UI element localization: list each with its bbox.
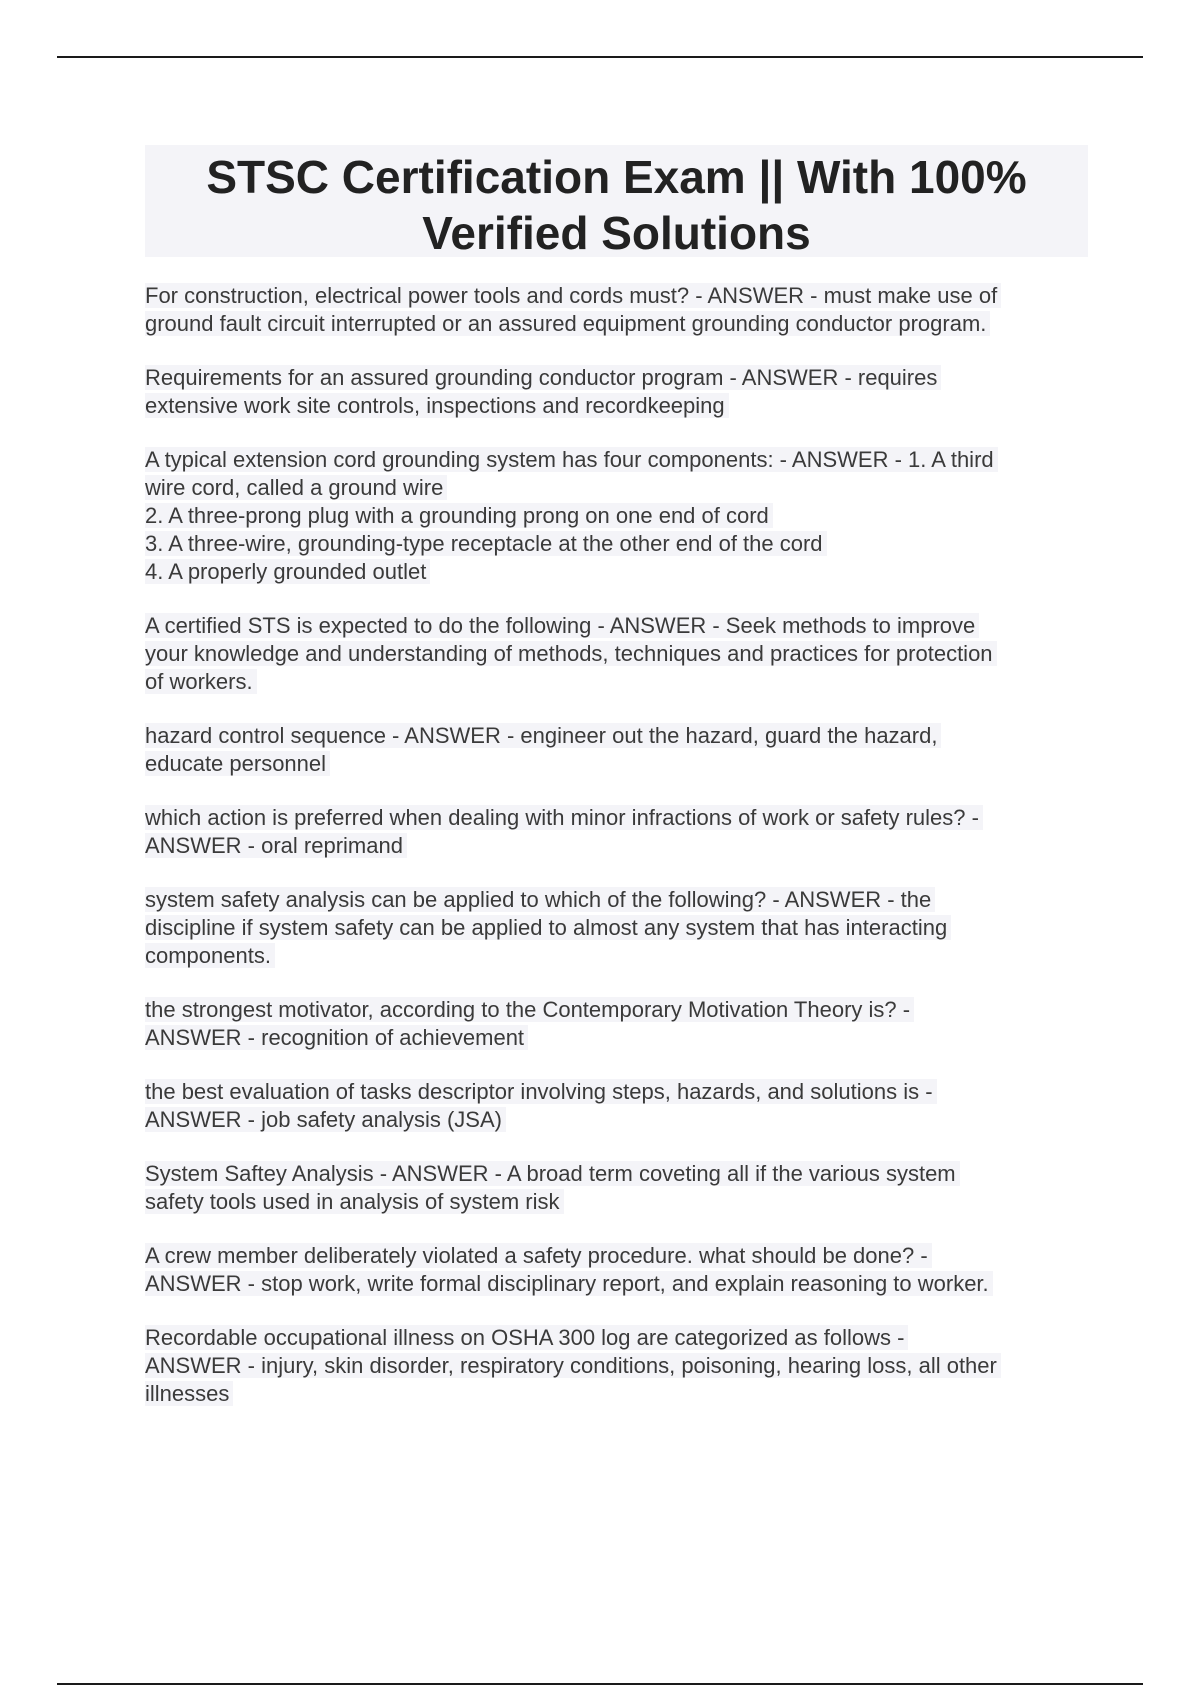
qa-line bbox=[145, 446, 1095, 474]
qa-entry bbox=[145, 282, 1095, 338]
qa-line bbox=[145, 1380, 1095, 1408]
qa-entry bbox=[145, 1160, 1095, 1216]
qa-entry bbox=[145, 1242, 1095, 1298]
qa-line bbox=[145, 1352, 1095, 1380]
qa-list bbox=[145, 282, 1095, 1434]
qa-line-text: educate personnel bbox=[145, 751, 330, 776]
qa-line bbox=[145, 558, 1095, 586]
top-divider bbox=[57, 56, 1143, 58]
qa-line-text: For construction, electrical power tools and cords must? - ANSWER - must make use of bbox=[145, 283, 1001, 308]
qa-line-text: which action is preferred when dealing with minor infractions of work or safety rules? - bbox=[145, 805, 983, 830]
qa-line bbox=[145, 750, 1095, 778]
qa-line-text: illnesses bbox=[145, 1381, 233, 1406]
qa-line-text: extensive work site controls, inspections and recordkeeping bbox=[145, 393, 729, 418]
qa-line-text: of workers. bbox=[145, 669, 257, 694]
qa-entry bbox=[145, 1078, 1095, 1134]
qa-line bbox=[145, 530, 1095, 558]
qa-line bbox=[145, 612, 1095, 640]
qa-line-text: 4. A properly grounded outlet bbox=[145, 559, 430, 584]
qa-entry bbox=[145, 612, 1095, 696]
qa-line-text: ANSWER - job safety analysis (JSA) bbox=[145, 1107, 506, 1132]
qa-line-text: A typical extension cord grounding system has four components: - ANSWER - 1. A third bbox=[145, 447, 998, 472]
bottom-divider bbox=[57, 1683, 1143, 1685]
qa-line-text: A certified STS is expected to do the following - ANSWER - Seek methods to improve bbox=[145, 613, 979, 638]
document-title bbox=[145, 145, 1088, 257]
qa-entry bbox=[145, 996, 1095, 1052]
title-line-1: STSC Certification Exam || With 100% bbox=[206, 151, 1027, 203]
qa-line bbox=[145, 640, 1095, 668]
qa-line bbox=[145, 1188, 1095, 1216]
qa-line-text: discipline if system safety can be applied to almost any system that has interacting bbox=[145, 915, 951, 940]
qa-line-text: ANSWER - oral reprimand bbox=[145, 833, 407, 858]
qa-line bbox=[145, 474, 1095, 502]
qa-line bbox=[145, 886, 1095, 914]
qa-entry bbox=[145, 722, 1095, 778]
qa-line-text: the best evaluation of tasks descriptor involving steps, hazards, and solutions is - bbox=[145, 1079, 937, 1104]
qa-entry bbox=[145, 1324, 1095, 1408]
qa-line-text: the strongest motivator, according to the Contemporary Motivation Theory is? - bbox=[145, 997, 914, 1022]
qa-line bbox=[145, 668, 1095, 696]
qa-line-text: System Saftey Analysis - ANSWER - A broad term coveting all if the various system bbox=[145, 1161, 960, 1186]
qa-line bbox=[145, 996, 1095, 1024]
qa-line-text: ANSWER - stop work, write formal disciplinary report, and explain reasoning to worker. bbox=[145, 1271, 993, 1296]
qa-line-text: hazard control sequence - ANSWER - engineer out the hazard, guard the hazard, bbox=[145, 723, 941, 748]
qa-line-text: 3. A three-wire, grounding-type receptacle at the other end of the cord bbox=[145, 531, 827, 556]
qa-line-text: A crew member deliberately violated a safety procedure. what should be done? - bbox=[145, 1243, 932, 1268]
qa-entry bbox=[145, 804, 1095, 860]
qa-line bbox=[145, 942, 1095, 970]
qa-line-text: Recordable occupational illness on OSHA 300 log are categorized as follows - bbox=[145, 1325, 908, 1350]
qa-entry bbox=[145, 886, 1095, 970]
qa-line-text: ground fault circuit interrupted or an assured equipment grounding conductor program. bbox=[145, 311, 990, 336]
qa-line-text: your knowledge and understanding of methods, techniques and practices for protection bbox=[145, 641, 997, 666]
qa-line bbox=[145, 804, 1095, 832]
qa-line bbox=[145, 832, 1095, 860]
qa-line bbox=[145, 310, 1095, 338]
qa-entry bbox=[145, 446, 1095, 586]
qa-line bbox=[145, 1324, 1095, 1352]
qa-line bbox=[145, 722, 1095, 750]
qa-line-text: ANSWER - injury, skin disorder, respiratory conditions, poisoning, hearing loss, all other bbox=[145, 1353, 1001, 1378]
qa-line bbox=[145, 502, 1095, 530]
qa-line bbox=[145, 1078, 1095, 1106]
qa-line bbox=[145, 364, 1095, 392]
qa-line-text: safety tools used in analysis of system risk bbox=[145, 1189, 564, 1214]
qa-entry bbox=[145, 364, 1095, 420]
qa-line bbox=[145, 282, 1095, 310]
qa-line-text: ANSWER - recognition of achievement bbox=[145, 1025, 528, 1050]
qa-line bbox=[145, 1160, 1095, 1188]
qa-line bbox=[145, 1242, 1095, 1270]
qa-line-text: Requirements for an assured grounding conductor program - ANSWER - requires bbox=[145, 365, 941, 390]
qa-line-text: 2. A three-prong plug with a grounding prong on one end of cord bbox=[145, 503, 773, 528]
qa-line bbox=[145, 1024, 1095, 1052]
title-line-2: Verified Solutions bbox=[422, 207, 811, 259]
qa-line-text: components. bbox=[145, 943, 275, 968]
qa-line bbox=[145, 1270, 1095, 1298]
qa-line-text: system safety analysis can be applied to which of the following? - ANSWER - the bbox=[145, 887, 935, 912]
qa-line bbox=[145, 914, 1095, 942]
qa-line-text: wire cord, called a ground wire bbox=[145, 475, 447, 500]
qa-line bbox=[145, 392, 1095, 420]
qa-line bbox=[145, 1106, 1095, 1134]
